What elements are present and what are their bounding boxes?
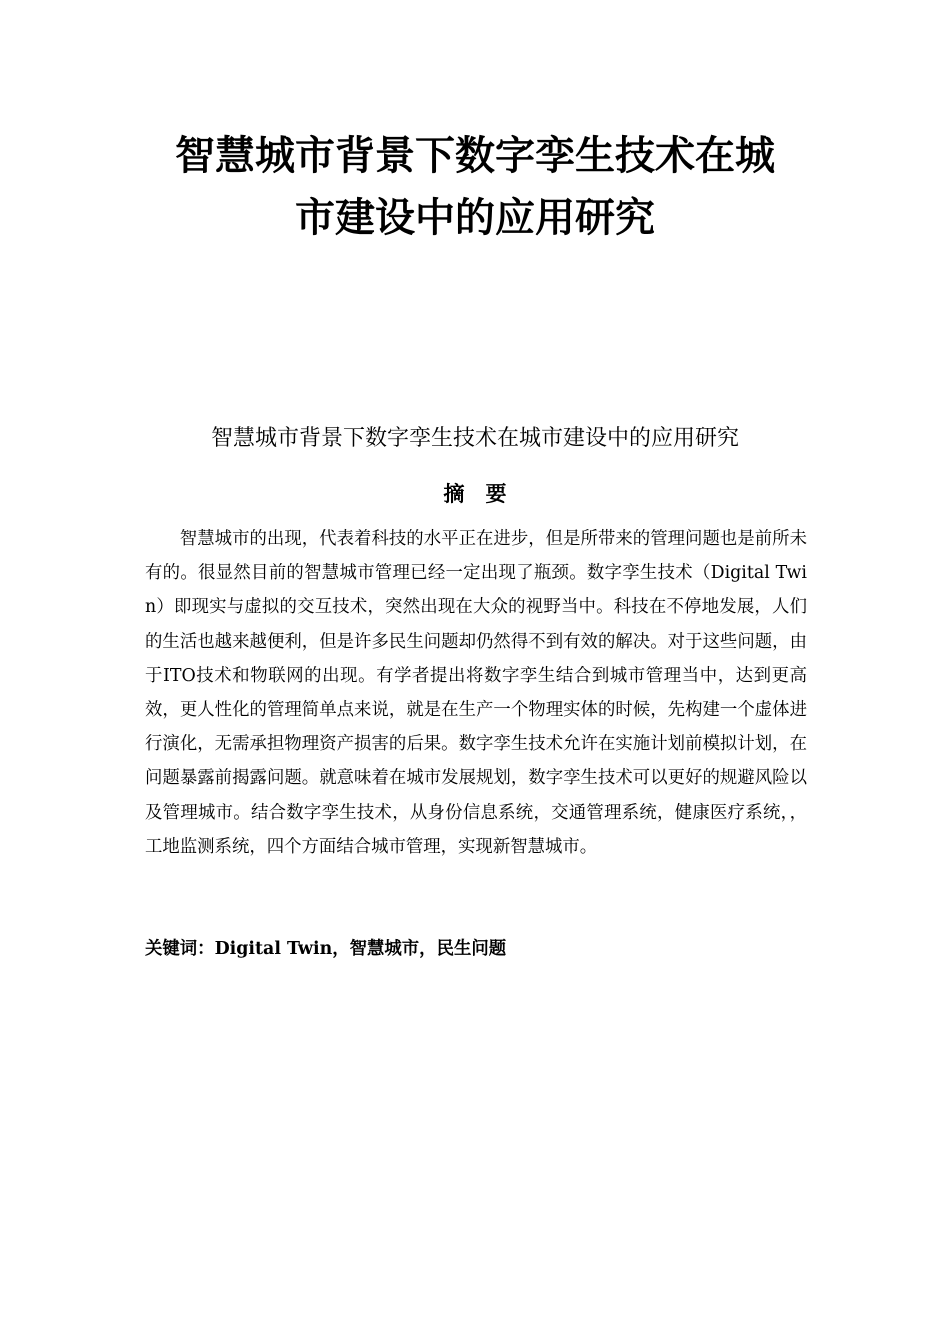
keywords-line: 关键词：Digital Twin，智慧城市，民生问题 xyxy=(145,939,507,959)
document-title-line-2: 市建设中的应用研究 xyxy=(295,195,655,241)
document-title xyxy=(0,125,950,249)
abstract-body: 智慧城市的出现，代表着科技的水平正在进步，但是所带来的管理问题也是前所未有的。很显然目前的智慧城市管理已经一定出现了瓶颈。数字孪生技术（Digital Twin）即现实与虚拟的交互技术，突然出现在大众的视野当中。科技在不停地发展，人们的生活也越来越便利，但是许多民生问题却仍然得不到有效的解决。对于这些问题，由于ITO技术和物联网的出现。有学者提出将数字孪生结合到城市管理当中，达到更高效，更人性化的管理简单点来说，就是在生产一个物理实体的时候，先构建一个虚体进行演化，无需承担物理资产损害的后果。数字孪生技术允许在实施计划前模拟计划，在问题暴露前揭露问题。就意味着在城市发展规划，数字孪生技术可以更好的规避风险以及管理城市。结合数字孪生技术，从身份信息系统，交通管理系统，健康医疗系统，，工地监测系统，四个方面结合城市管理，实现新智慧城市。 xyxy=(145,529,807,857)
document-subtitle: 智慧城市背景下数字孪生技术在城市建设中的应用研究 xyxy=(210,426,739,451)
document-title-line-1: 智慧城市背景下数字孪生技术在城 xyxy=(175,133,775,179)
abstract-heading: 摘 要 xyxy=(443,481,507,506)
